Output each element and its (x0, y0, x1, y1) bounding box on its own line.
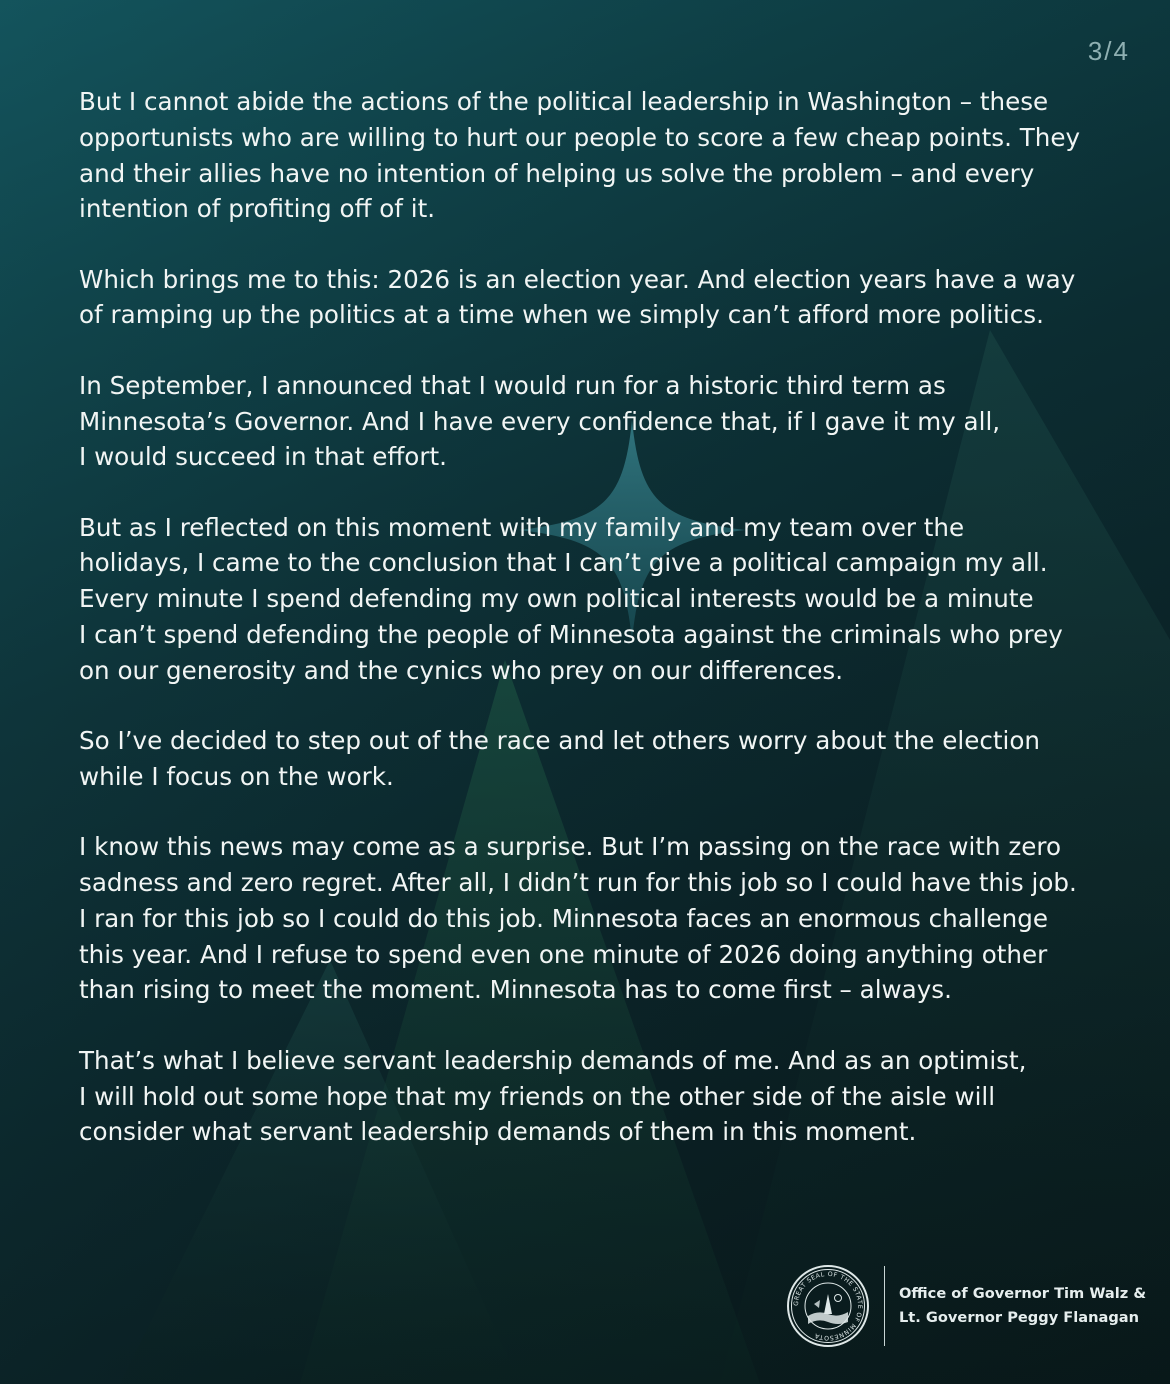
footer (786, 1264, 1146, 1348)
paragraph (79, 1043, 1119, 1150)
paragraph (79, 84, 1119, 227)
text-line: But I cannot abide the actions of the political leadership in Washington – these (79, 87, 1049, 116)
paragraph (79, 510, 1119, 689)
paragraph (79, 262, 1119, 334)
text-line: and their allies have no intention of helping us solve the problem – and every (79, 158, 1035, 188)
text-line: sadness and zero regret. After all, I didn’t run for this job so I could have this job. (79, 868, 1077, 898)
state-seal-icon (786, 1264, 870, 1348)
office-line-2: Lt. Governor Peggy Flanagan (899, 1309, 1140, 1326)
text-line: this year. And I refuse to spend even one minute of 2026 doing anything other (79, 939, 1048, 969)
text-line: Which brings me to this: 2026 is an election year. And election years have a way (79, 264, 1076, 294)
text-line: while I focus on the work. (79, 761, 394, 791)
text-line: I can’t spend defending the people of Minnesota against the criminals who prey (79, 620, 1063, 650)
text-line: Minnesota’s Governor. And I have every confidence that, if I gave it my all, (79, 406, 1001, 436)
text-line: I will hold out some hope that my friends on the other side of the aisle will (79, 1081, 996, 1111)
text-line: So I’ve decided to step out of the race and let others worry about the election (79, 726, 1040, 756)
text-line: opportunists who are willing to hurt our people to score a few cheap points. They (79, 122, 1081, 152)
paragraph (79, 723, 1119, 795)
office-signature (899, 1282, 1146, 1330)
seal-lettering: GREAT SEAL OF THE STATE OF MINNESOTA (792, 1270, 864, 1342)
text-line: consider what servant leadership demands of them in this moment. (79, 1117, 917, 1147)
text-line: I know this news may come as a surprise. But I’m passing on the race with zero (79, 832, 1062, 862)
office-line-1: Office of Governor Tim Walz & (899, 1285, 1147, 1302)
text-line: intention of profiting off of it. (79, 194, 436, 224)
text-line: Every minute I spend defending my own political interests would be a minute (79, 584, 1034, 614)
paragraph (79, 368, 1119, 475)
text-line: holidays, I came to the conclusion that I can’t give a political campaign my all. (79, 548, 1048, 578)
text-line: That’s what I believe servant leadership demands of me. And as an optimist, (79, 1045, 1027, 1075)
text-line: on our generosity and the cynics who prey on our differences. (79, 655, 844, 685)
paragraph (79, 829, 1119, 1008)
letter-body (79, 84, 1119, 1185)
text-line: of ramping up the politics at a time when we simply can’t afford more politics. (79, 300, 1044, 330)
text-line: than rising to meet the moment. Minnesota has to come first – always. (79, 975, 952, 1005)
text-line: But as I reflected on this moment with my family and my team over the (79, 512, 965, 542)
text-line: In September, I announced that I would run for a historic third term as (79, 370, 946, 400)
page-indicator: 3/4 (1087, 36, 1130, 66)
text-line: I would succeed in that effort. (79, 442, 447, 472)
footer-divider (884, 1266, 885, 1346)
text-line: I ran for this job so I could do this job. Minnesota faces an enormous challenge (79, 903, 1048, 933)
